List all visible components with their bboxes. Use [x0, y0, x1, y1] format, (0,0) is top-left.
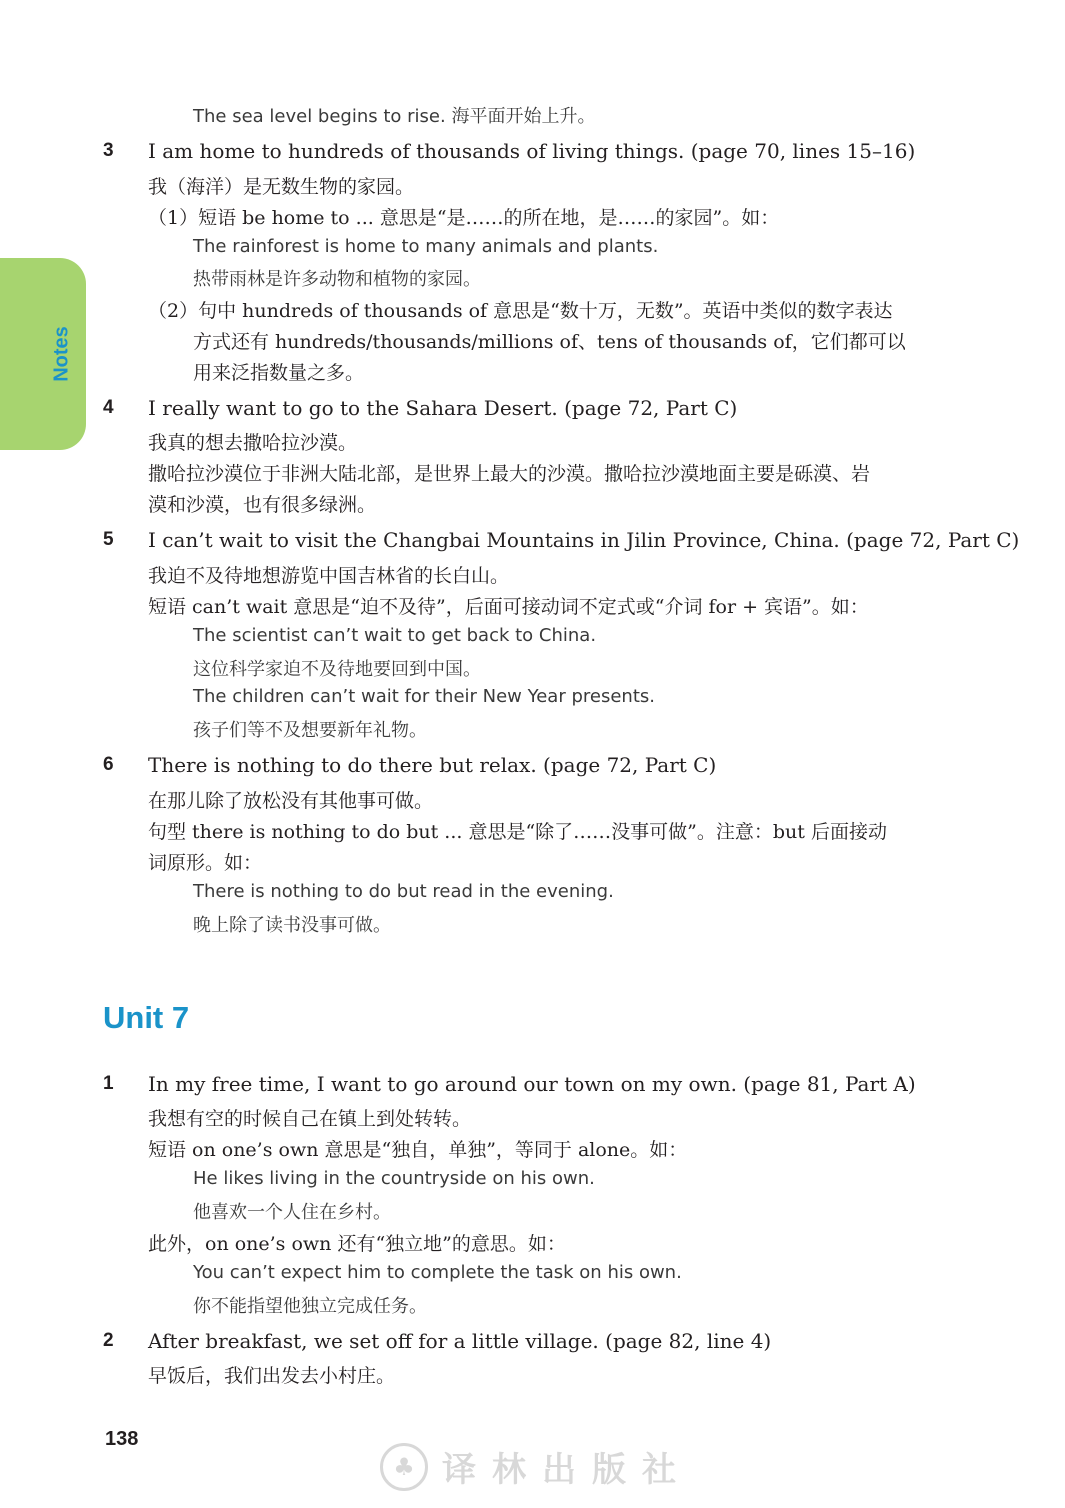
example-line: 这位科学家迫不及待地要回到中国。 — [193, 659, 481, 680]
explanation-line: 词原形。如： — [148, 852, 263, 874]
sentence-heading: I really want to go to the Sahara Desert. (page 72, Part C) — [148, 396, 738, 420]
sentence-heading: In my free time, I want to go around our town on my own. (page 81, Part A) — [148, 1072, 916, 1096]
explanation-line: （1）短语 be home to ... 意思是“是……的所在地，是……的家园”。如： — [148, 207, 780, 229]
explanation-line: 撒哈拉沙漠位于非洲大陆北部，是世界上最大的沙漠。撒哈拉沙漠地面主要是砾漠、岩 — [148, 463, 871, 485]
publisher-watermark — [380, 1442, 692, 1491]
explanation-line: 我（海洋）是无数生物的家园。 — [148, 176, 415, 198]
item-number: 1 — [103, 1073, 114, 1094]
example-line: The sea level begins to rise. 海平面开始上升。 — [193, 106, 596, 127]
explanation-line: 用来泛指数量之多。 — [193, 362, 365, 384]
example-line: You can’t expect him to complete the task on his own. — [193, 1262, 682, 1283]
item-number: 2 — [103, 1330, 114, 1351]
sentence-heading: I am home to hundreds of thousands of living things. (page 70, lines 15–16) — [148, 139, 916, 163]
explanation-line: 短语 on one’s own 意思是“独自，单独”，等同于 alone。如： — [148, 1139, 688, 1161]
explanation-line: 句型 there is nothing to do but ... 意思是“除了……没事可做”。注意：but 后面接动 — [148, 821, 887, 843]
example-line: He likes living in the countryside on his own. — [193, 1168, 595, 1189]
explanation-line: 在那儿除了放松没有其他事可做。 — [148, 790, 434, 812]
explanation-line: 我迫不及待地想游览中国吉林省的长白山。 — [148, 565, 510, 587]
sentence-heading: After breakfast, we set off for a little village. (page 82, line 4) — [148, 1329, 772, 1353]
explanation-line: 方式还有 hundreds/thousands/millions of、tens of thousands of，它们都可以 — [193, 331, 906, 353]
item-number: 3 — [103, 140, 114, 161]
explanation-line: 此外，on one’s own 还有“独立地”的意思。如： — [148, 1233, 566, 1255]
example-line: The scientist can’t wait to get back to China. — [193, 625, 597, 646]
example-line: 你不能指望他独立完成任务。 — [193, 1296, 427, 1317]
explanation-line: 我想有空的时候自己在镇上到处转转。 — [148, 1108, 472, 1130]
sentence-heading: There is nothing to do there but relax. (page 72, Part C) — [148, 753, 717, 777]
publisher-name: 译林出版社 — [442, 1450, 692, 1490]
unit-title: Unit 7 — [103, 1000, 190, 1035]
example-line: The rainforest is home to many animals and plants. — [193, 236, 659, 257]
example-line: There is nothing to do but read in the evening. — [193, 881, 614, 902]
example-line: 孩子们等不及想要新年礼物。 — [193, 720, 427, 741]
sentence-heading: I can’t wait to visit the Changbai Mountains in Jilin Province, China. (page 72, Part C) — [148, 528, 1020, 552]
notes-tab-label: Notes — [50, 326, 73, 382]
explanation-line: 短语 can’t wait 意思是“迫不及待”，后面可接动词不定式或“介词 for + 宾语”。如： — [148, 596, 869, 618]
explanation-line: 我真的想去撒哈拉沙漠。 — [148, 432, 358, 454]
example-line: The children can’t wait for their New Year presents. — [193, 686, 655, 707]
item-number: 6 — [103, 754, 114, 775]
tree-logo-icon: ♣ — [380, 1443, 428, 1491]
item-number: 5 — [103, 529, 114, 550]
explanation-line: 漠和沙漠，也有很多绿洲。 — [148, 494, 377, 516]
page-number: 138 — [105, 1428, 139, 1450]
notes-side-tab — [0, 258, 86, 450]
example-line: 热带雨林是许多动物和植物的家园。 — [193, 269, 481, 290]
explanation-line: （2）句中 hundreds of thousands of 意思是“数十万，无数”。英语中类似的数字表达 — [148, 300, 893, 322]
example-line: 他喜欢一个人住在乡村。 — [193, 1202, 391, 1223]
example-line: 晚上除了读书没事可做。 — [193, 915, 391, 936]
item-number: 4 — [103, 397, 114, 418]
explanation-line: 早饭后，我们出发去小村庄。 — [148, 1365, 396, 1387]
